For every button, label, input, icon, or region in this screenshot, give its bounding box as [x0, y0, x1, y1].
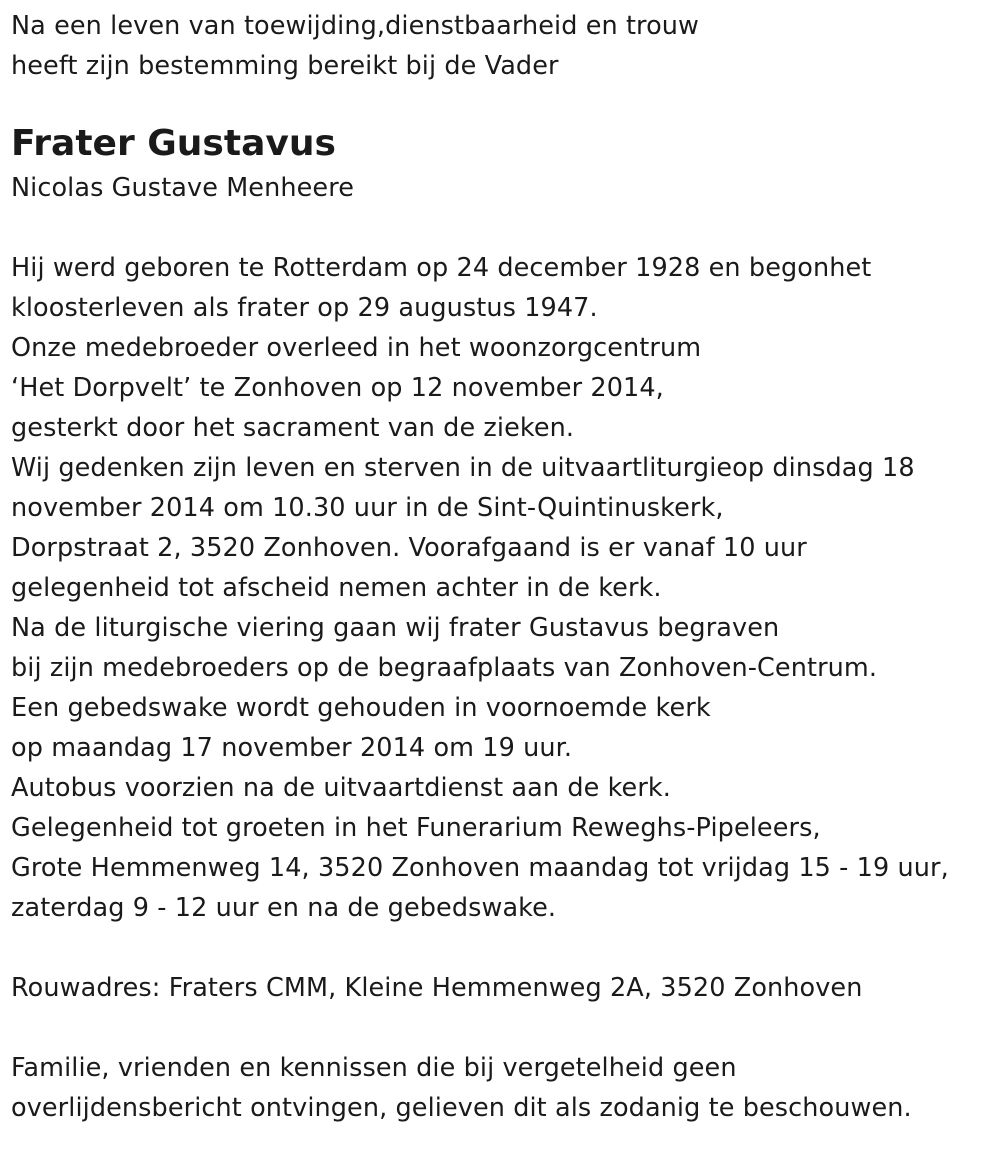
obituary-notice: [11, 6, 996, 1128]
obituary-body: [11, 248, 996, 928]
spacer: [11, 1008, 996, 1048]
body-line: Een gebedswake wordt gehouden in voornoemde kerk: [11, 693, 711, 723]
body-line: Gelegenheid tot groeten in het Funerarium Reweghs-Pipeleers,: [11, 813, 821, 843]
body-line: kloosterleven als frater op 29 augustus 1947.: [11, 293, 598, 323]
closing-line: overlijdensbericht ontvingen, gelieven dit als zodanig te beschouwen.: [11, 1093, 912, 1123]
body-line: ‘Het Dorpvelt’ te Zonhoven op 12 november 2014,: [11, 373, 664, 403]
deceased-name: Frater Gustavus: [11, 123, 336, 164]
closing-line: Familie, vrienden en kennissen die bij vergetelheid geen: [11, 1053, 737, 1083]
body-line: Dorpstraat 2, 3520 Zonhoven. Voorafgaand is er vanaf 10 uur: [11, 533, 807, 563]
body-line: zaterdag 9 - 12 uur en na de gebedswake.: [11, 893, 557, 923]
body-line: bij zijn medebroeders op de begraafplaats van Zonhoven-Centrum.: [11, 653, 878, 683]
body-line: Wij gedenken zijn leven en sterven in de uitvaartliturgieop dinsdag 18: [11, 453, 915, 483]
intro-line: heeft zijn bestemming bereikt bij de Vader: [11, 51, 559, 81]
body-line: Na de liturgische viering gaan wij frater Gustavus begraven: [11, 613, 780, 643]
closing-text: [11, 1048, 996, 1128]
body-line: november 2014 om 10.30 uur in de Sint-Quintinuskerk,: [11, 493, 724, 523]
intro-text: [11, 6, 996, 86]
body-line: gelegenheid tot afscheid nemen achter in de kerk.: [11, 573, 662, 603]
intro-line: Na een leven van toewijding,dienstbaarheid en trouw: [11, 11, 699, 41]
civil-name: Nicolas Gustave Menheere: [11, 173, 355, 203]
spacer: [11, 928, 996, 968]
body-line: Autobus voorzien na de uitvaartdienst aan de kerk.: [11, 773, 672, 803]
mourning-address: Rouwadres: Fraters CMM, Kleine Hemmenweg 2A, 3520 Zonhoven: [11, 973, 863, 1003]
body-line: Grote Hemmenweg 14, 3520 Zonhoven maandag tot vrijdag 15 - 19 uur,: [11, 853, 949, 883]
body-line: op maandag 17 november 2014 om 19 uur.: [11, 733, 573, 763]
body-line: Hij werd geboren te Rotterdam op 24 december 1928 en begonhet: [11, 253, 872, 283]
body-line: gesterkt door het sacrament van de zieken.: [11, 413, 575, 443]
body-line: Onze medebroeder overleed in het woonzorgcentrum: [11, 333, 702, 363]
spacer: [11, 208, 996, 248]
